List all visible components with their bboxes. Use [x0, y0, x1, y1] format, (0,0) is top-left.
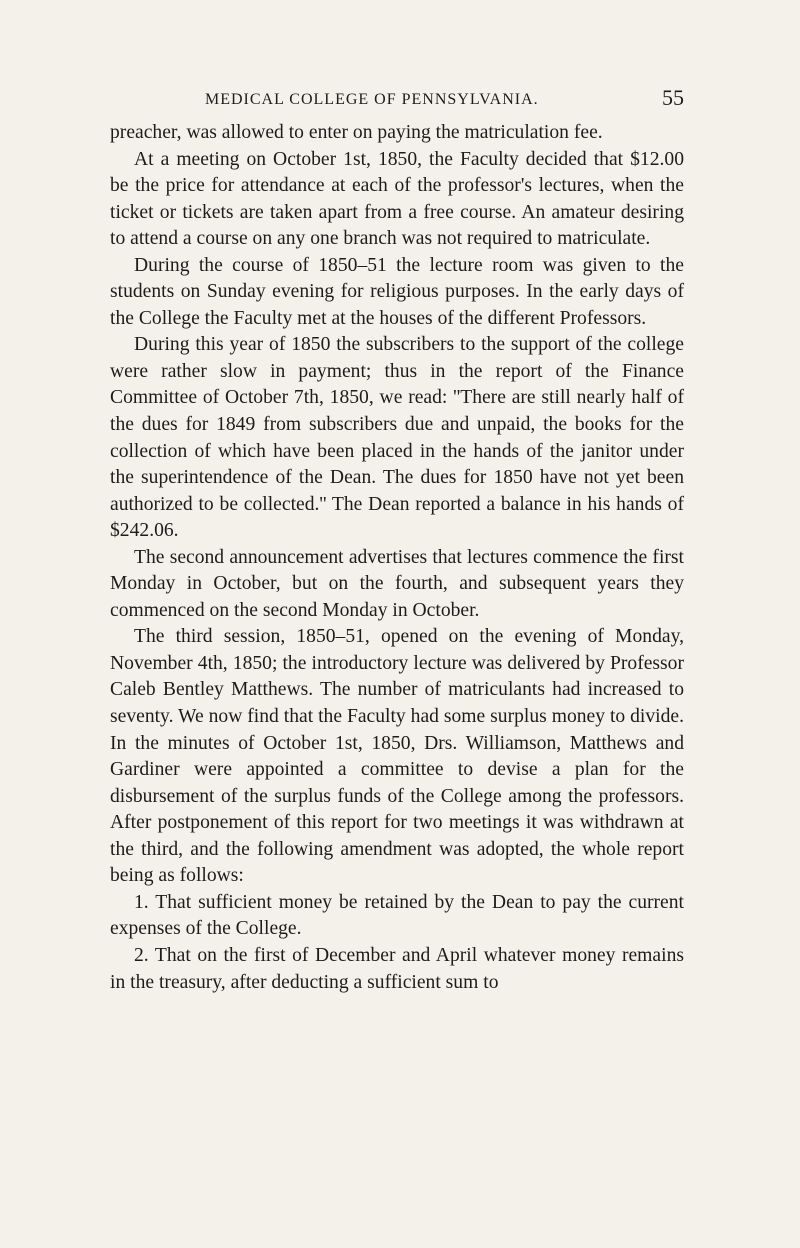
body-text — [110, 120, 684, 996]
running-head — [110, 86, 684, 114]
running-head-title: MEDICAL COLLEGE OF PENNSYLVANIA. — [205, 91, 539, 108]
paragraph-third-session: The third session, 1850–51, opened on the evening of Monday, November 4th, 1850; the introductory lecture was delivered by Professor Caleb Bentley Matthews. The number of matriculants had increased to seventy. We now find that the Faculty had some surplus money to divide. In the minutes of October 1st, 1850, Drs. Williamson, Matthews and Gardiner were appointed a committee to devise a plan for the disbursement of the surplus funds of the College among the professors. After postponement of this report for two meetings it was withdrawn at the third, and the following amendment was adopted, the whole report being as follows: — [110, 626, 684, 887]
paragraph-second-announcement: The second announcement advertises that lectures commence the first Monday in October, but on the fourth, and subsequent years they commenced on the second Monday in October. — [110, 546, 684, 621]
page-number: 55 — [662, 85, 684, 110]
paragraph-item-1: 1. That sufficient money be retained by the Dean to pay the current expenses of the College. — [110, 891, 684, 940]
paragraph-subscribers: During this year of 1850 the subscribers to the support of the college were rather slow in payment; thus in the report of the Finance Committee of October 7th, 1850, we read: ''There are still nearly half of the dues for 1849 from subscribers due and unpaid, the books for the collection of which have been placed in the hands of the janitor under the superintendence of the Dean. The dues for 1850 have not yet been authorized to be collected.'' The Dean reported a balance in his hands of $242.06. — [110, 334, 684, 542]
paragraph-attendance-price: At a meeting on October 1st, 1850, the Faculty decided that $12.00 be the price for attendance at each of the professor's lectures, when the ticket or tickets are taken apart from a free course. An amateur desiring to attend a course on any one branch was not required to matriculate. — [110, 148, 684, 250]
paragraph-lecture-room: During the course of 1850–51 the lecture room was given to the students on Sunday evening for religious purposes. In the early days of the College the Faculty met at the houses of the different Professors. — [110, 254, 684, 329]
paragraph-continuation: preacher, was allowed to enter on paying the matriculation fee. — [110, 122, 603, 143]
paragraph-item-2: 2. That on the first of December and April whatever money remains in the treasury, after deducting a sufficient sum to — [110, 944, 684, 993]
